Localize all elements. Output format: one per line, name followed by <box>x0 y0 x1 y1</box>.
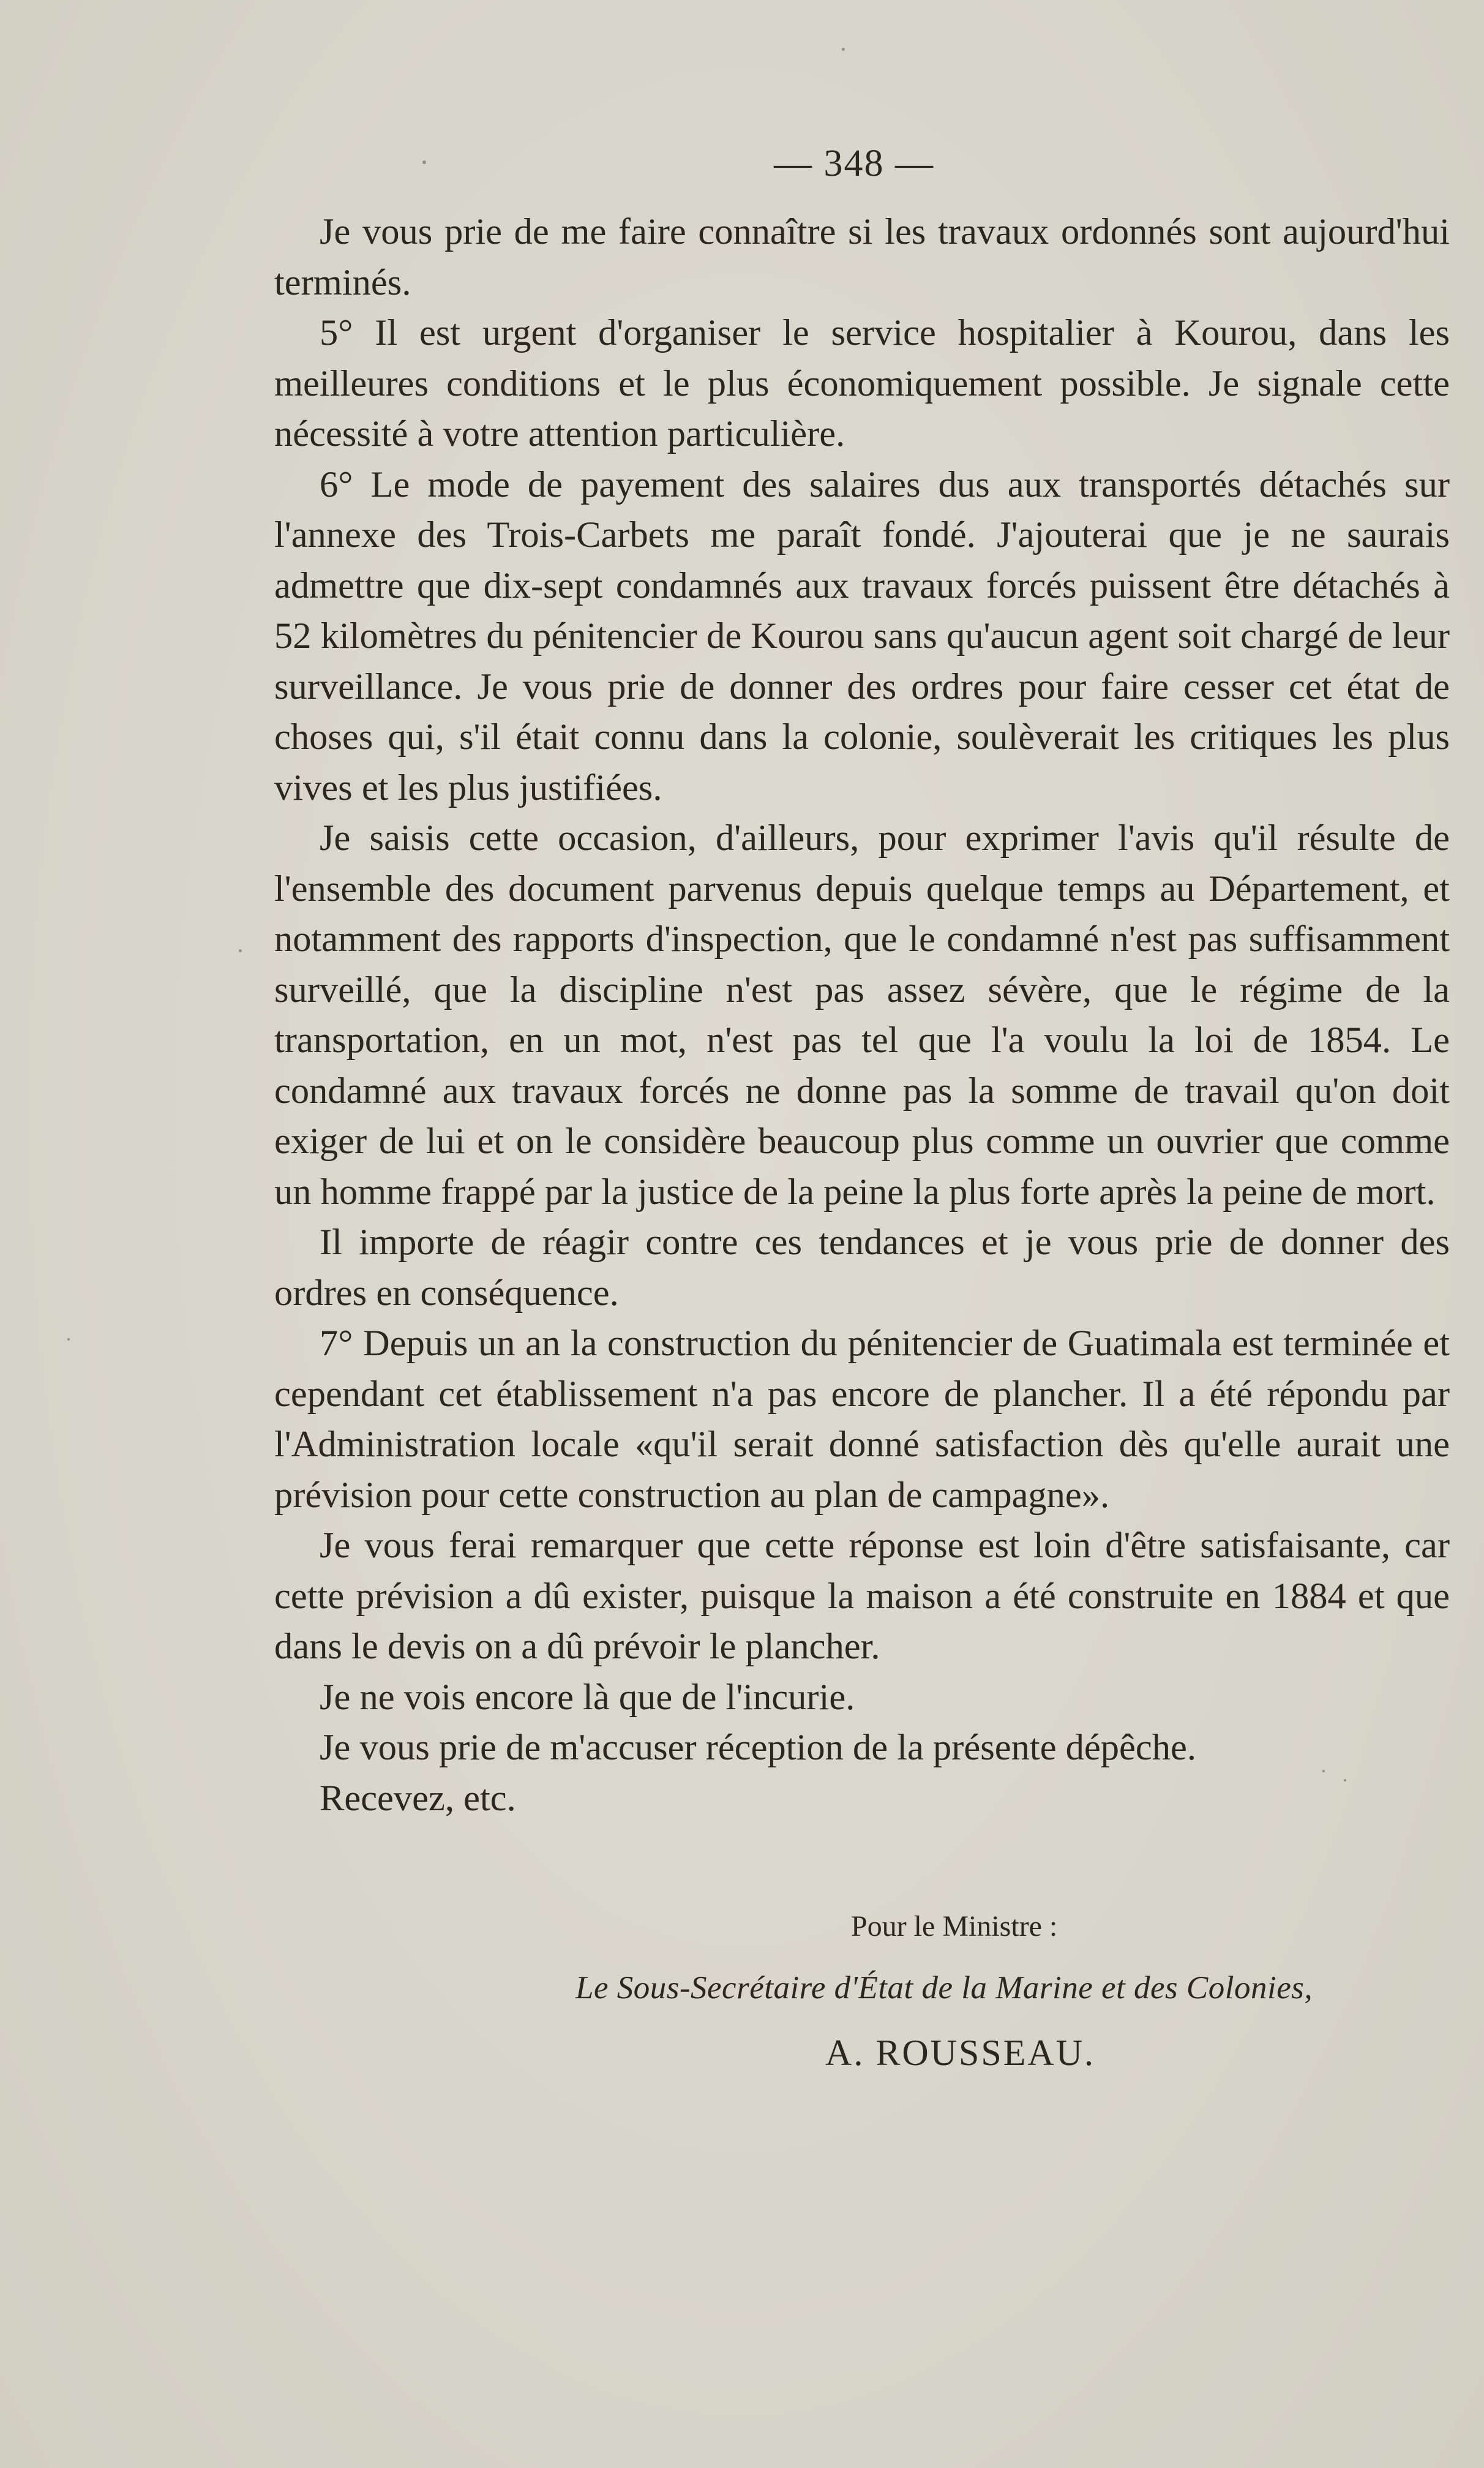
paragraph-recevez: Recevez, etc. <box>320 1777 516 1819</box>
page-number: — 348 — <box>774 143 934 184</box>
paper-speck <box>1344 1779 1346 1781</box>
paper-speck <box>842 48 845 51</box>
paragraph-point-5: 5° Il est urgent d'organiser le service hospitalier à Kourou, dans les meilleures conditions et le plus économiquement possible. Je signale cette nécessité à votre attention particulière. <box>274 312 1450 454</box>
paragraph-remarque: Je vous ferai remarquer que cette réponse est loin d'être satisfaisante, car cette prévision a dû exister, puisque la maison a été construite en 1884 et que dans le devis on a dû prévoir le plancher. <box>274 1525 1450 1667</box>
letter-body <box>274 207 1450 1824</box>
paper-speck <box>422 160 426 164</box>
paragraph-incurie: Je ne vois encore là que de l'incurie. <box>320 1676 855 1718</box>
paragraph-occasion: Je saisis cette occasion, d'ailleurs, pour exprimer l'avis qu'il résulte de l'ensemble des document parvenus depuis quelque temps au Département, et notamment des rapports d'inspection, que le condamné n'est pas suffisamment surveillé, que la discipline n'est pas assez sévère, que le régime de la transportation, en un mot, n'est pas tel que l'a voulu la loi de 1854. Le condamné aux travaux forcés ne donne pas la somme de travail qu'on doit exiger de lui et on le considère beaucoup plus comme un ouvrier que comme un homme frappé par la justice de la peine la plus forte après la peine de mort. <box>274 818 1450 1213</box>
paper-speck <box>239 949 242 952</box>
paragraph-accuser-reception: Je vous prie de m'accuser réception de la présente dépêche. <box>320 1727 1196 1768</box>
paragraph-point-7: 7° Depuis un an la construction du pénitencier de Guatimala est terminée et cependant cet établissement n'a pas encore de plancher. Il a été répondu par l'Administration locale «qu'il serait donné satisfaction dès qu'elle aurait une prévision pour cette construction au plan de campagne». <box>274 1323 1450 1516</box>
signature-name: A. ROUSSEAU. <box>825 2033 1096 2073</box>
paragraph-travaux: Je vous prie de me faire connaître si les travaux ordonnés sont aujourd'hui terminés. <box>274 211 1450 303</box>
paragraph-point-6: 6° Le mode de payement des salaires dus aux transportés détachés sur l'annexe des Trois-Carbets me paraît fondé. J'ajouterai que je ne saurais admettre que dix-sept condamnés aux travaux forcés puissent être détachés à 52 kilomètres du pénitencier de Kourou sans qu'aucun agent soit chargé de leur surveillance. Je vous prie de donner des ordres pour faire cesser cet état de choses qui, s'il était connu dans la colonie, soulèverait les critiques les plus vives et les plus justifiées. <box>274 464 1450 808</box>
paper-speck <box>1322 1770 1325 1772</box>
paper-speck <box>67 1338 70 1341</box>
paragraph-reagir: Il importe de réagir contre ces tendances et je vous prie de donner des ordres en conséquence. <box>274 1222 1450 1314</box>
signature-title: Le Sous-Secrétaire d'État de la Marine et des Colonies, <box>575 1970 1313 2006</box>
signature-intro: Pour le Ministre : <box>851 1910 1058 1943</box>
